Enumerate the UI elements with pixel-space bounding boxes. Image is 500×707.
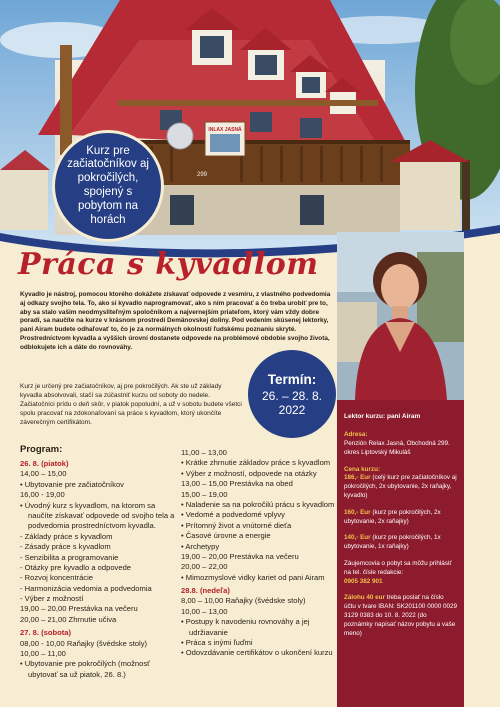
- program-item: • Prítomný život a vnútorné dieťa: [181, 520, 292, 530]
- program-column-2: [181, 448, 341, 659]
- program-item: 10,00 – 13,00: [181, 606, 228, 616]
- audience-paragraph: Kurz je určený pre začiatočníkov, aj pre pokročilých. Ak ste už základy kyvadla absolvovali, stačí sa zúčastniť kurzu od soboty do nedele. Začiatočníci prídu o deň skôr, v piatok popoludní, a už v sobotu budete všetci spolu pracovať na zdokonaľovaní sa práce s kyvadlom, ktorý ukončíte záverečným certifikátom.: [20, 383, 242, 426]
- program-item: - Výber z možností: [20, 594, 84, 604]
- program-item: - Zásady práce s kyvadlom: [20, 542, 111, 552]
- price1-text: (celý kurz pre začiatočníkov aj pokročilých, 2x ubytovanie, 2x raňajky, kyvadlo): [344, 474, 457, 499]
- program-item: 08,00 - 10,00 Raňajky (švédske stoly): [20, 638, 148, 648]
- program-item: - Základy práce s kyvadlom: [20, 531, 113, 541]
- lector-line: Lektor kurzu: pani Airam: [344, 413, 421, 420]
- deposit-block: [344, 594, 457, 638]
- program-item: • Mimozmyslové vidky kariet od pani Airam: [181, 572, 325, 582]
- price-label: Cena kurzu:: [344, 465, 381, 473]
- phone-number[interactable]: 0905 382 901: [344, 577, 383, 585]
- intro-paragraph: Kyvadlo je nástroj, pomocou ktorého dokážete získavať odpovede z vesmíru, z vlastného podvedomia aj odkazy svojho tela. To, ako si kyvadlo naprogramovať, ako s ním pracovať a čo treba urobiť pre to, aby sa stalo vašim neodmysliteľným spoločníkom a najvernejším priateľom, ktorý vám vždy dobre poradí, sa naučíte na kurze v krásnom prostredí Demänovskej doliny. Pod vedením skúsenej lektorky, pani Airam budete odhaľovať to, čo je za normálnych okolností ľudskému poznaniu skryté. Prostredníctvom kyvadla a vyšších úrovní dostanete odpovede na problémové obdobie svojho života, odblokujete ich a dáte do rovnováhy.: [20, 291, 331, 351]
- program-item: • Ubytovanie pre pokročilých (možnosť ubytovať sa už piatok, 26. 8.): [20, 659, 151, 679]
- term-label: Termín:: [267, 371, 317, 387]
- program-item: • Práca s inými ľuďmi: [181, 638, 253, 648]
- house-number: 299: [197, 172, 208, 178]
- program-column-1: [20, 443, 180, 680]
- program-day-heading: 26. 8. (piatok): [20, 459, 69, 468]
- program-item: 11,00 – 13,00: [181, 448, 227, 457]
- price-block-1: [344, 466, 457, 501]
- price2-amount: 160,- Eur: [344, 508, 371, 516]
- program-item: • Výber z možností, odpovede na otázky: [181, 468, 317, 478]
- price-block-2: [344, 509, 457, 527]
- info-sidebar: [337, 400, 464, 707]
- program-item: • Odovzdávanie certifikátov o ukončení kurzu: [181, 648, 333, 658]
- badge-text: Kurz pre začiatočníkov aj pokročilých, spojený s pobytom na horách: [67, 144, 149, 226]
- deposit-amount: Zálohu 40 eur: [344, 594, 385, 602]
- term-circle: [248, 350, 336, 438]
- program-item: • Časové úrovne a energie: [181, 531, 271, 541]
- address-text: Penzión Relax Jasná, Obchodná 299. okres Liptovský Mikuláš: [344, 439, 450, 456]
- program-item: 20,00 – 21,00 Zhrnutie učiva: [20, 614, 117, 624]
- program-item: - Rozvoj koncentrácie: [20, 573, 94, 583]
- price1-amount: 186,- Eur: [344, 474, 371, 482]
- program-item: • Naladenie sa na pokročilú prácu s kyvadlom: [181, 499, 335, 509]
- signup-text: Záujemcovia o pobyt sa môžu prihlásiť na tel. čísle redakcie:: [344, 560, 452, 576]
- program-item: 13,00 – 15,00 Prestávka na obed: [181, 479, 293, 489]
- price3-text: (kurz pre pokročilých, 1x ubytovanie, 1x raňajky): [344, 534, 441, 551]
- program-item: 16,00 - 19,00: [20, 490, 65, 500]
- program-item: 19,00 – 20,00 Prestávka na večeru: [181, 551, 299, 561]
- price2-text: (kurz pre pokročilých, 2x ubytovanie, 2x raňajky): [344, 508, 441, 525]
- page-title: Práca s kyvadlom: [18, 247, 319, 282]
- program-item: - Harmonizácia vedomia a podvedomia: [20, 583, 152, 593]
- term-dates: 26. – 28. 8.: [261, 388, 323, 403]
- signup-block: [344, 560, 457, 586]
- program-item: 14,00 – 15,00: [20, 469, 67, 479]
- program-heading: Program:: [20, 444, 63, 455]
- deposit-text: treba poslať na číslo účtu v tvare IBAN: SK201100 0000 0029 3129 0383 do 10. 8. 2022 (do poznámky napísať názov pobytu a vaše meno): [344, 594, 457, 637]
- price-block-3: [344, 534, 457, 552]
- program-item: 20,00 – 22,00: [181, 562, 228, 572]
- program-item: • Ubytovanie pre začiatočníkov: [20, 479, 124, 489]
- lector-portrait: [337, 232, 464, 400]
- program-item: • Vedomé a podvedomé vplyvy: [181, 510, 285, 520]
- program-item: - Senzibilita a programovanie: [20, 552, 119, 562]
- address-block: [344, 431, 457, 457]
- program-item: 19,00 – 20,00 Prestávka na večeru: [20, 604, 138, 614]
- term-year: 2022: [278, 402, 306, 417]
- program-day-heading: 28.8. (nedeľa): [181, 586, 230, 596]
- price3-amount: 140,- Eur: [344, 534, 371, 542]
- program-item: • Archetypy: [181, 541, 220, 551]
- program-item: • Úvodný kurz s kyvadlom, na ktorom sa naučíte získavať odpovede od svojho tela a podvedomia prostredníctvom kyvadla.: [20, 500, 175, 531]
- program-item: - Otázky pre kyvadlo a odpovede: [20, 562, 132, 572]
- program-item: 10,00 – 11,00: [20, 649, 66, 659]
- course-badge: [52, 130, 164, 242]
- program-item: • Krátke zhrnutie základov práce s kyvadlom: [181, 458, 331, 468]
- program-day-heading: 27. 8. (sobota): [20, 628, 72, 638]
- program-item: 15,00 – 19,00: [181, 489, 228, 499]
- program-item: 8,00 – 10,00 Raňajky (švédske stoly): [181, 596, 306, 606]
- hotel-sign: INLAX JASNÁ: [208, 127, 242, 133]
- address-label: Adresa:: [344, 431, 368, 439]
- program-item: • Postupy k navodeniu rovnováhy a jej udržiavanie: [181, 617, 310, 637]
